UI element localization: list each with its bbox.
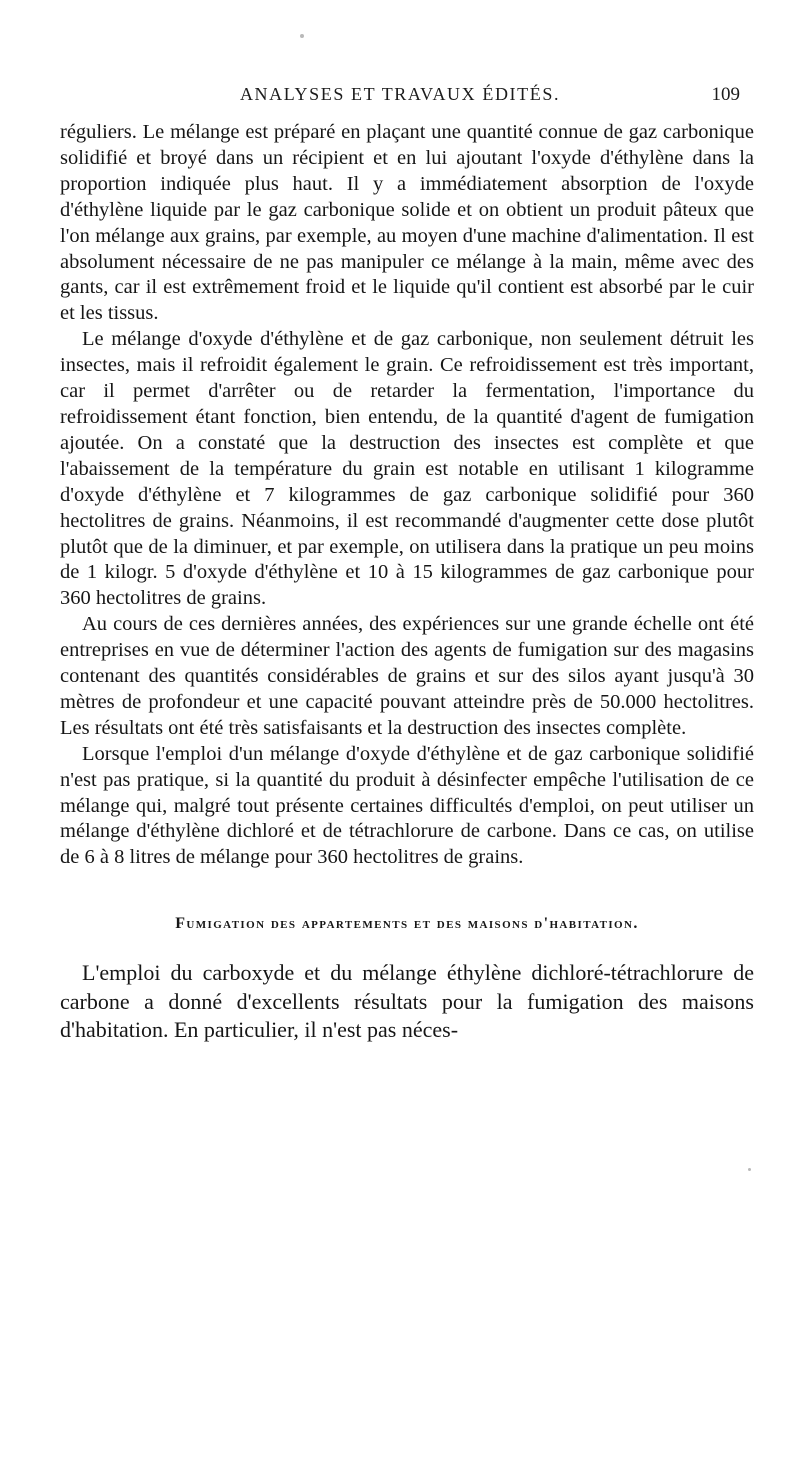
paragraph-continuation: réguliers. Le mélange est préparé en plaçant une quantité connue de gaz carbonique solidifié et broyé dans un récipient et en lui ajoutant l'oxyde d'éthylène dans la proportion indiquée plus haut. Il y a immédiatement absorption de l'oxyde d'éthylène liquide par le gaz carbonique solide et on obtient un produit pâteux que l'on mélange aux grains, par exemple, au moyen d'une machine d'alimentation. Il est absolument nécessaire de ne pas manipuler ce mélange à la main, même avec des gants, car il est extrêmement froid et le liquide qu'il contient est absorbé par le cuir et les tissus. bbox=[60, 121, 754, 325]
body-text bbox=[60, 120, 754, 1045]
section-heading: Fumigation des appartements et des maisons d'habitation. bbox=[175, 915, 639, 933]
paragraph: Le mélange d'oxyde d'éthylène et de gaz carbonique, non seulement détruit les insectes, mais il refroidit également le grain. Ce refroidissement est très important, car il permet d'arrêter ou de retarder la fermentation, l'importance du refroidissement étant fonction, bien entendu, de la quantité d'agent de fumigation ajoutée. On a constaté que la destruction des insectes est complète et que l'abaissement de la température du grain est notable en utilisant 1 kilogramme d'oxyde d'éthylène et 7 kilogrammes de gaz carbonique solidifié pour 360 hectolitres de grains. Néanmoins, il est recommandé d'augmenter cette dose plutôt plutôt que de la diminuer, et par exemple, on utilisera dans la pratique un peu moins de 1 kilogr. 5 d'oxyde d'éthylène et 10 à 15 kilogrammes de gaz carbonique pour 360 hectolitres de grains. bbox=[60, 328, 754, 610]
ink-spot bbox=[300, 34, 304, 38]
paragraph: Au cours de ces dernières années, des expériences sur une grande échelle ont été entreprises en vue de déterminer l'action des agents de fumigation sur des magasins contenant des quantités considérables de grains et sur des silos ayant jusqu'à 30 mètres de profondeur et une capacité pouvant atteindre près de 50.000 hectolitres. Les résultats ont été très satisfaisants et la destruction des insectes complète. bbox=[60, 613, 754, 739]
section-paragraph: L'emploi du carboxyde et du mélange éthylène dichloré-tétrachlorure de carbone a donné d'excellents résultats pour la fumigation des maisons d'habitation. En particulier, il n'est pas néces- bbox=[60, 960, 754, 1043]
paragraph: Lorsque l'emploi d'un mélange d'oxyde d'éthylène et de gaz carbonique solidifié n'est pas pratique, si la quantité du produit à désinfecter empêche l'utilisation de ce mélange qui, malgré tout présente certaines difficultés d'emploi, on peut utiliser un mélange d'éthylène dichloré et de tétrachlorure de carbone. Dans ce cas, on utilise de 6 à 8 litres de mélange pour 360 hectolitres de grains. bbox=[60, 742, 754, 869]
page-header bbox=[60, 84, 740, 114]
running-title: ANALYSES ET TRAVAUX ÉDITÉS. bbox=[239, 84, 561, 104]
ink-spot bbox=[748, 1168, 751, 1171]
page-number: 109 bbox=[711, 84, 740, 105]
